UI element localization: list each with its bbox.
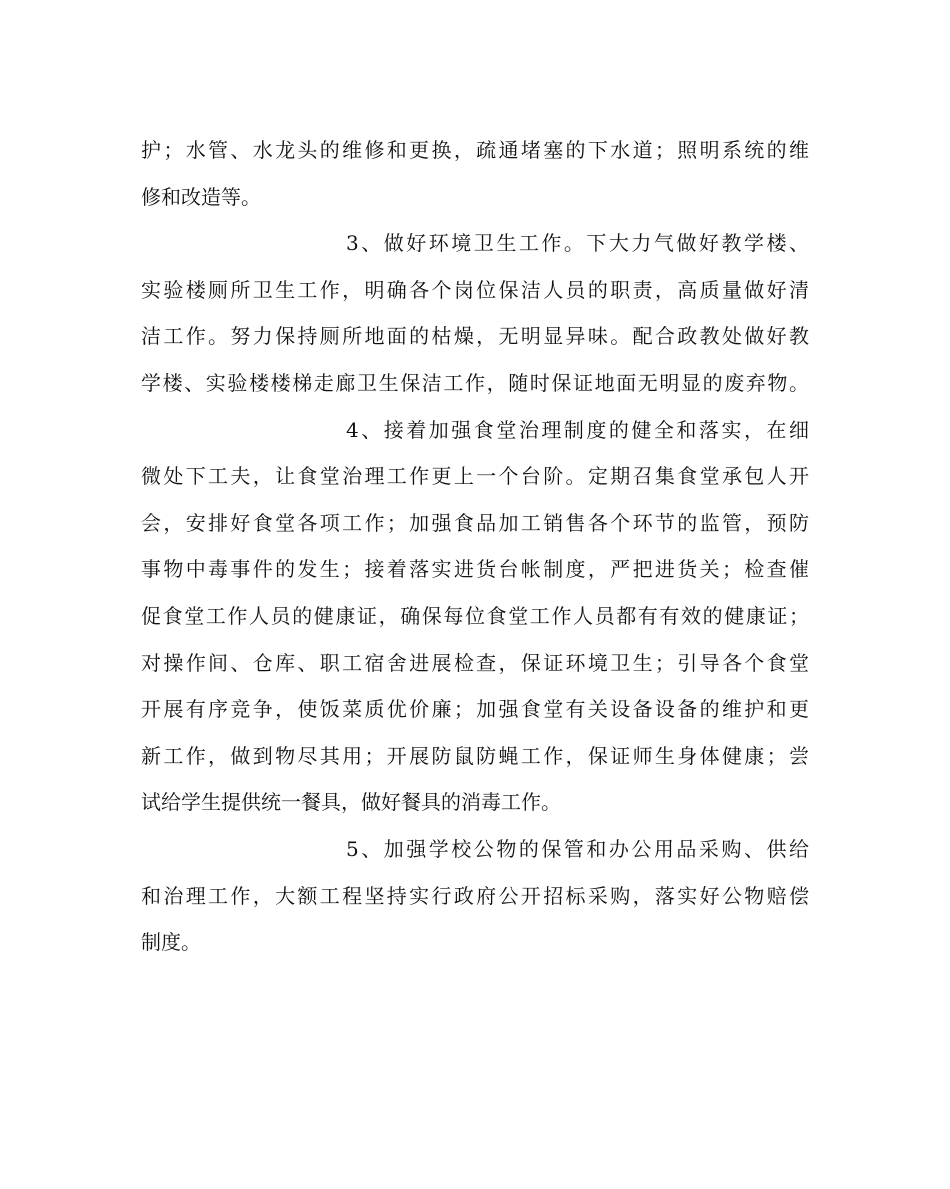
- text-line: 开展有序竞争，使饭菜质优价廉；加强食堂有关设备设备的维护和更: [141, 697, 809, 722]
- text-line: 和治理工作，大额工程坚持实行政府公开招标采购，落实好公物赔偿: [141, 883, 809, 908]
- text-line: 洁工作。努力保持厕所地面的枯燥，无明显异味。配合政教处做好教: [141, 324, 809, 349]
- text-line: 试给学生提供统一餐具，做好餐具的消毒工作。: [141, 790, 561, 815]
- paragraph-5-start: 5、加强学校公物的保管和办公用品采购、供给: [346, 836, 809, 861]
- text-line: 事物中毒事件的发生；接着落实进货台帐制度，严把进货关；检查催: [141, 557, 809, 582]
- text-line: 微处下工夫，让食堂治理工作更上一个台阶。定期召集食堂承包人开: [141, 464, 809, 489]
- text-line: 对操作间、仓库、职工宿舍进展检查，保证环境卫生；引导各个食堂: [141, 650, 809, 675]
- text-line: 新工作，做到物尽其用；开展防鼠防蝇工作，保证师生身体健康；尝: [141, 743, 809, 768]
- paragraph-3-start: 3、做好环境卫生工作。下大力气做好教学楼、: [346, 231, 809, 256]
- text-line: 促食堂工作人员的健康证，确保每位食堂工作人员都有有效的健康证；: [141, 603, 809, 628]
- paragraph-4-start: 4、接着加强食堂治理制度的健全和落实，在细: [346, 417, 809, 442]
- text-line: 制度。: [141, 930, 201, 955]
- text-line: 护；水管、水龙头的维修和更换，疏通堵塞的下水道；照明系统的维: [141, 138, 809, 162]
- text-line: 修和改造等。: [141, 184, 261, 209]
- text-line: 实验楼厕所卫生工作，明确各个岗位保洁人员的职责，高质量做好清: [141, 277, 809, 302]
- text-line: 会，安排好食堂各项工作；加强食品加工销售各个环节的监管，预防: [141, 510, 809, 535]
- text-line: 学楼、实验楼楼梯走廊卫生保洁工作，随时保证地面无明显的废弃物。: [141, 370, 809, 395]
- body-text: [141, 127, 809, 966]
